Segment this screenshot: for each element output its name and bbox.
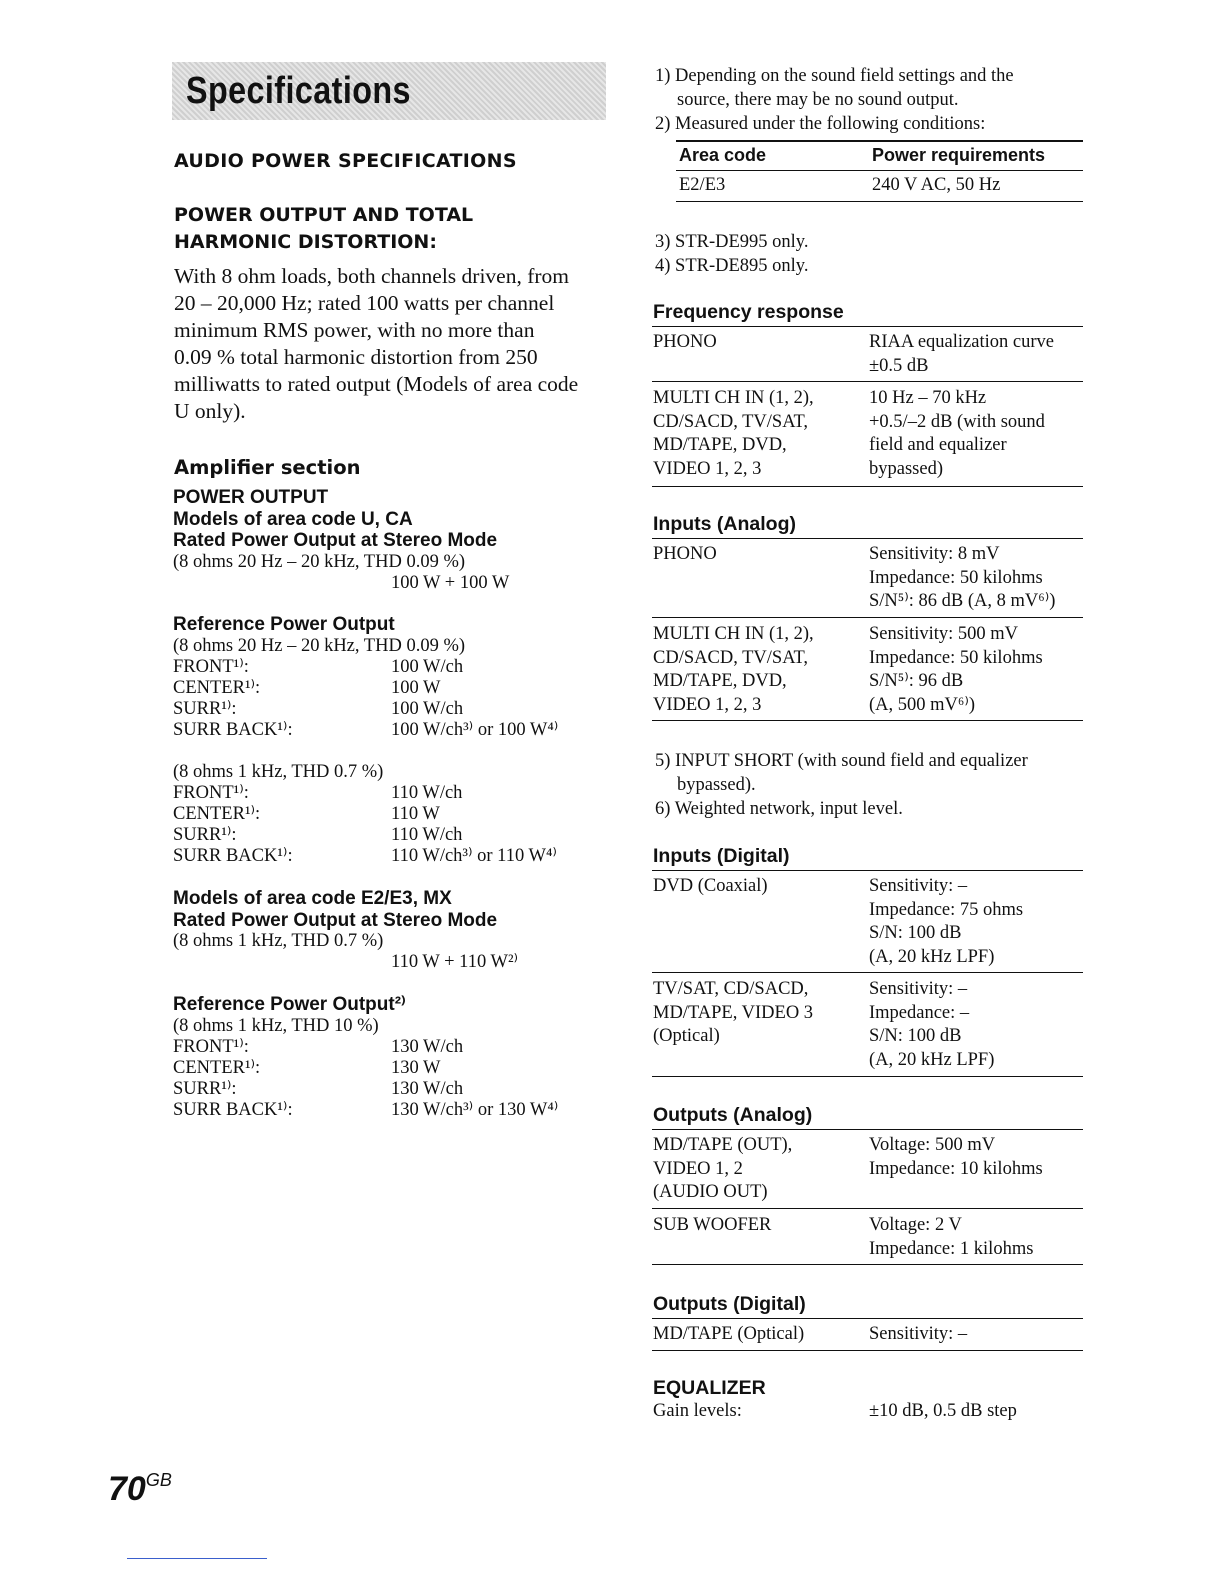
power-output-heading-line2: HARMONIC DISTORTION: (174, 231, 437, 253)
page-number-suffix: GB (145, 1470, 172, 1490)
table-rule (652, 720, 1083, 721)
reference-output-block-2 (173, 994, 603, 1037)
spec-value: 110 W/ch³⁾ or 110 W⁴⁾ (391, 846, 557, 866)
condition-5: (8 ohms 1 kHz, THD 10 %) (173, 1015, 379, 1036)
area-code-cell: E2/E3 (679, 175, 726, 195)
reference-output-block-1 (173, 614, 603, 657)
power-output-heading-line1: POWER OUTPUT AND TOTAL (174, 204, 474, 226)
footnote-1-line2: source, there may be no sound output. (677, 90, 959, 110)
spec-value: 130 W (391, 1058, 441, 1078)
table-rule (652, 1264, 1083, 1265)
table-rule (652, 486, 1083, 487)
power-paragraph (174, 263, 604, 425)
frequency-response-heading: Frequency response (653, 301, 844, 323)
row-label: DVD (Coaxial) (653, 876, 768, 896)
row-label: MD/TAPE (Optical) (653, 1324, 805, 1344)
row-label: Gain levels: (653, 1401, 742, 1421)
paragraph-line: milliwatts to rated output (Models of area code (174, 372, 579, 396)
condition-3: (8 ohms 1 kHz, THD 0.7 %) (173, 762, 384, 782)
table-rule (652, 972, 1083, 973)
power-output-heading (174, 202, 473, 256)
footnote-1-line1: 1) Depending on the sound field settings and the (655, 66, 1014, 86)
row-value: Sensitivity: – Impedance: – S/N: 100 dB (A, 20 kHz LPF) (869, 979, 995, 1070)
amplifier-section-heading: Amplifier section (174, 456, 361, 479)
audio-power-heading: AUDIO POWER SPECIFICATIONS (174, 150, 517, 172)
spec-key: FRONT¹⁾: (173, 657, 249, 677)
table-rule (652, 381, 1083, 382)
page-number (108, 1470, 172, 1509)
spec-key: FRONT¹⁾: (173, 783, 249, 803)
spec-value: 130 W/ch (391, 1037, 464, 1057)
paragraph-line: minimum RMS power, with no more than (174, 318, 535, 342)
equalizer-heading: EQUALIZER (653, 1377, 766, 1399)
footnotes-5-6 (655, 749, 1028, 821)
spec-key: SURR¹⁾: (173, 699, 237, 719)
spec-key: SURR BACK¹⁾: (173, 720, 293, 740)
footnote-2: 2) Measured under the following conditions: (655, 114, 986, 134)
spec-key: CENTER¹⁾: (173, 1058, 261, 1078)
row-label: MD/TAPE (OUT), VIDEO 1, 2 (AUDIO OUT) (653, 1135, 793, 1202)
spec-value: 130 W/ch³⁾ or 130 W⁴⁾ (391, 1100, 559, 1120)
row-value: ±10 dB, 0.5 dB step (869, 1401, 1017, 1421)
table-rule (652, 1076, 1083, 1077)
spec-value: 110 W/ch (391, 783, 463, 803)
paragraph-line: 0.09 % total harmonic distortion from 250 (174, 345, 538, 369)
power-requirements-header: Power requirements (872, 145, 1046, 165)
table-rule (652, 1129, 1083, 1130)
rated-value-1: 100 W + 100 W (391, 572, 510, 593)
table-rule (652, 1350, 1083, 1351)
paragraph-line: With 8 ohm loads, both channels driven, from (174, 264, 570, 288)
spec-key: CENTER¹⁾: (173, 678, 261, 698)
spec-value: 130 W/ch (391, 1079, 464, 1099)
spec-key: SURR¹⁾: (173, 1079, 237, 1099)
reference-output-label-1: Reference Power Output (173, 614, 395, 635)
table-rule (652, 1318, 1083, 1319)
footnote-1 (655, 64, 1014, 136)
condition-2: (8 ohms 20 Hz – 20 kHz, THD 0.09 %) (173, 635, 466, 656)
page-number-value: 70 (108, 1470, 146, 1508)
rated-stereo-label-1: Rated Power Output at Stereo Mode (173, 530, 498, 551)
power-output-block-2 (173, 888, 603, 973)
row-value: 10 Hz – 70 kHz +0.5/–2 dB (with sound field and equalizer bypassed) (869, 388, 1045, 479)
paragraph-line: U only). (174, 399, 246, 423)
row-label: SUB WOOFER (653, 1215, 772, 1235)
spec-key: FRONT¹⁾: (173, 1037, 249, 1057)
bottom-divider (127, 1558, 267, 1559)
outputs-analog-heading: Outputs (Analog) (653, 1104, 813, 1126)
power-output-block-1 (173, 487, 603, 594)
area-code-header: Area code (679, 145, 767, 165)
page-title: Specifications (186, 70, 411, 112)
row-label: MULTI CH IN (1, 2), CD/SACD, TV/SAT, MD/TAPE, DVD, VIDEO 1, 2, 3 (653, 388, 814, 479)
row-label: PHONO (653, 332, 717, 352)
table-rule (652, 538, 1083, 539)
row-label: TV/SAT, CD/SACD, MD/TAPE, VIDEO 3 (Optical) (653, 979, 814, 1046)
row-value: Voltage: 500 mV Impedance: 10 kilohms (869, 1135, 1043, 1179)
spec-value: 100 W/ch (391, 657, 464, 677)
row-value: Sensitivity: – Impedance: 75 ohms S/N: 100 dB (A, 20 kHz LPF) (869, 876, 1024, 967)
footnotes-3-4 (655, 230, 808, 278)
condition-4: (8 ohms 1 kHz, THD 0.7 %) (173, 931, 384, 951)
footnote-5-line2: bypassed). (677, 775, 756, 795)
condition-1: (8 ohms 20 Hz – 20 kHz, THD 0.09 %) (173, 551, 466, 572)
spec-value: 100 W/ch (391, 699, 464, 719)
row-value: Sensitivity: 8 mV Impedance: 50 kilohms S/N⁵⁾: 86 dB (A, 8 mV⁶⁾) (869, 544, 1056, 611)
table-rule (652, 870, 1083, 871)
spec-value: 110 W (391, 804, 440, 824)
spec-key: SURR BACK¹⁾: (173, 1100, 293, 1120)
spec-key: SURR¹⁾: (173, 825, 237, 845)
footnote-6: 6) Weighted network, input level. (655, 799, 903, 819)
footnote-3: 3) STR-DE995 only. (655, 232, 809, 252)
spec-key: SURR BACK¹⁾: (173, 846, 293, 866)
footnote-5-line1: 5) INPUT SHORT (with sound field and equalizer (655, 751, 1028, 771)
spec-key: CENTER¹⁾: (173, 804, 261, 824)
outputs-digital-heading: Outputs (Digital) (653, 1293, 806, 1315)
row-value: Sensitivity: 500 mV Impedance: 50 kilohms S/N⁵⁾: 96 dB (A, 500 mV⁶⁾) (869, 624, 1043, 715)
spec-value: 100 W/ch³⁾ or 100 W⁴⁾ (391, 720, 559, 740)
row-label: MULTI CH IN (1, 2), CD/SACD, TV/SAT, MD/TAPE, DVD, VIDEO 1, 2, 3 (653, 624, 814, 715)
rated-value-2: 110 W + 110 W²⁾ (391, 952, 519, 972)
footnote-4: 4) STR-DE895 only. (655, 256, 809, 276)
spec-value: 100 W (391, 678, 441, 698)
reference-output-label-2: Reference Power Output²⁾ (173, 994, 406, 1015)
rated-stereo-label-2: Rated Power Output at Stereo Mode (173, 909, 498, 931)
inputs-analog-heading: Inputs (Analog) (653, 513, 796, 535)
row-value: Voltage: 2 V Impedance: 1 kilohms (869, 1215, 1034, 1259)
paragraph-line: 20 – 20,000 Hz; rated 100 watts per channel (174, 291, 555, 315)
row-label: PHONO (653, 544, 717, 564)
table-rule (676, 170, 1083, 171)
table-rule (652, 617, 1083, 618)
table-rule (676, 201, 1083, 202)
table-rule (652, 326, 1083, 327)
spec-value: 110 W/ch (391, 825, 463, 845)
power-requirements-cell: 240 V AC, 50 Hz (872, 175, 1001, 195)
row-value: Sensitivity: – (869, 1324, 968, 1344)
models-e2-mx-label: Models of area code E2/E3, MX (173, 888, 452, 909)
power-output-label: POWER OUTPUT (173, 487, 329, 508)
inputs-digital-heading: Inputs (Digital) (653, 845, 790, 867)
table-rule (676, 140, 1083, 142)
models-u-ca-label: Models of area code U, CA (173, 508, 413, 530)
row-value: RIAA equalization curve ±0.5 dB (869, 332, 1054, 376)
table-rule (652, 1208, 1083, 1209)
title-banner (172, 62, 606, 120)
